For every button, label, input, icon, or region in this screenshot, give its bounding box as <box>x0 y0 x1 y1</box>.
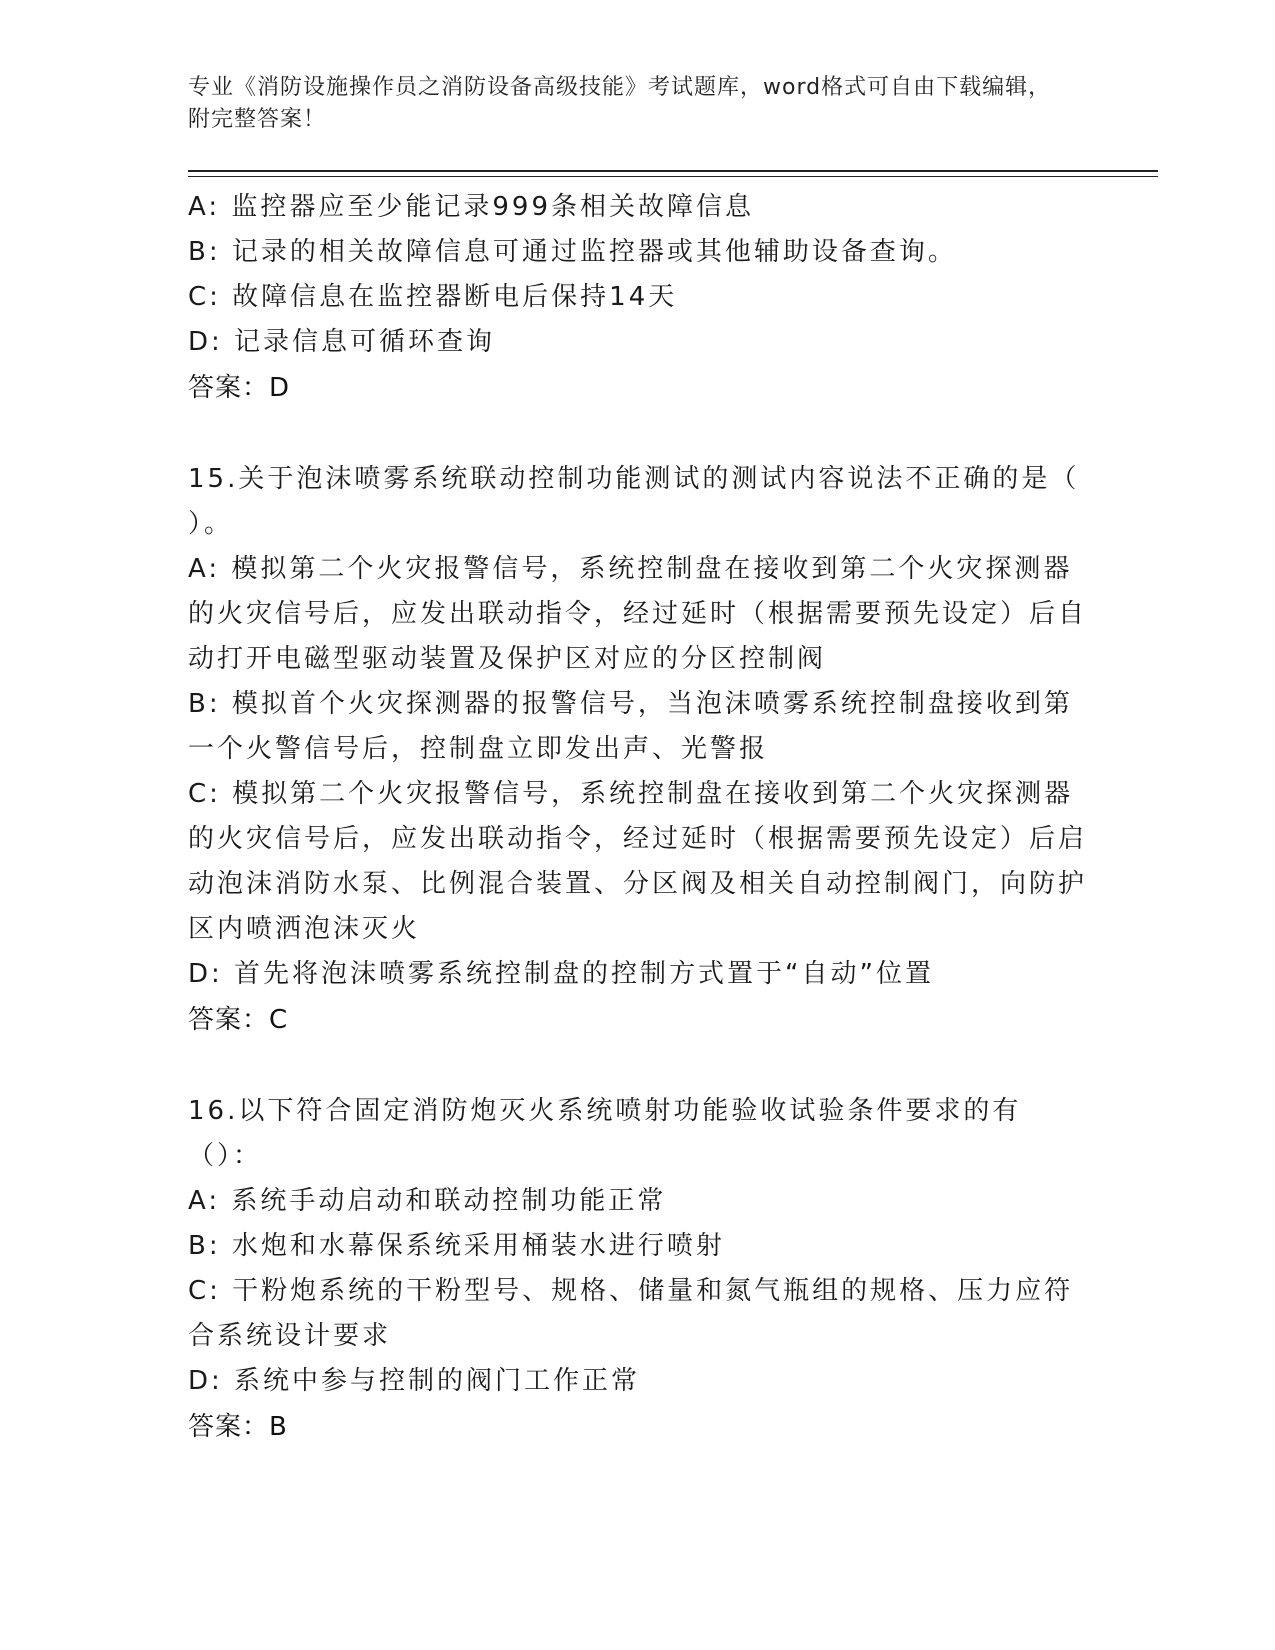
q15-option-d: D: 首先将泡沫喷雾系统控制盘的控制方式置于“自动”位置 <box>188 959 934 989</box>
question-16-block <box>188 1089 1088 1450</box>
q14-option-c: C: 故障信息在监控器断电后保持14天 <box>188 282 678 312</box>
q16-option-c: C: 干粉炮系统的干粉型号、规格、储量和氮气瓶组的规格、压力应符合系统设计要求 <box>188 1276 1074 1351</box>
q15-option-a: A: 模拟第二个火灾报警信号，系统控制盘在接收到第二个火灾探测器的火灾信号后，应发出联动指令，经过延时（根据需要预先设定）后自动打开电磁型驱动装置及保护区对应的分区控制阀 <box>188 554 1088 674</box>
question-14-block <box>188 185 1088 411</box>
q16-option-d: D: 系统中参与控制的阀门工作正常 <box>188 1366 641 1396</box>
q14-option-d: D: 记录信息可循环查询 <box>188 327 496 357</box>
q15-option-c: C: 模拟第二个火灾报警信号，系统控制盘在接收到第二个火灾探测器的火灾信号后，应发出联动指令，经过延时（根据需要预先设定）后启动泡沫消防水泵、比例混合装置、分区阀及相关自动控制阀门，向防护区内喷洒泡沫灭火 <box>188 779 1088 944</box>
question-15-block <box>188 457 1088 1043</box>
spacer <box>188 1043 1088 1089</box>
spacer <box>188 411 1088 457</box>
q16-stem: 16.以下符合固定消防炮灭火系统喷射功能验收试验条件要求的有（）： <box>188 1096 1022 1171</box>
q14-answer: 答案：D <box>188 373 291 403</box>
q16-option-b: B: 水炮和水幕保系统采用桶装水进行喷射 <box>188 1231 725 1261</box>
q16-option-a: A: 系统手动启动和联动控制功能正常 <box>188 1186 667 1216</box>
question-content <box>188 185 1088 1450</box>
header-divider-thick <box>188 170 1158 172</box>
document-header: 专业《消防设施操作员之消防设备高级技能》考试题库，word格式可自由下载编辑，附完整答案！ <box>188 75 1052 132</box>
q14-option-b: B: 记录的相关故障信息可通过监控器或其他辅助设备查询。 <box>188 237 957 267</box>
q16-answer: 答案：B <box>188 1412 288 1442</box>
q15-stem: 15.关于泡沫喷雾系统联动控制功能测试的测试内容说法不正确的是（ ）。 <box>188 464 1080 539</box>
q15-option-b: B: 模拟首个火灾探测器的报警信号，当泡沫喷雾系统控制盘接收到第一个火警信号后，控制盘立即发出声、光警报 <box>188 689 1073 764</box>
header-divider-thin <box>188 176 1158 177</box>
q14-option-a: A: 监控器应至少能记录999条相关故障信息 <box>188 192 754 222</box>
q15-answer: 答案：C <box>188 1005 289 1035</box>
